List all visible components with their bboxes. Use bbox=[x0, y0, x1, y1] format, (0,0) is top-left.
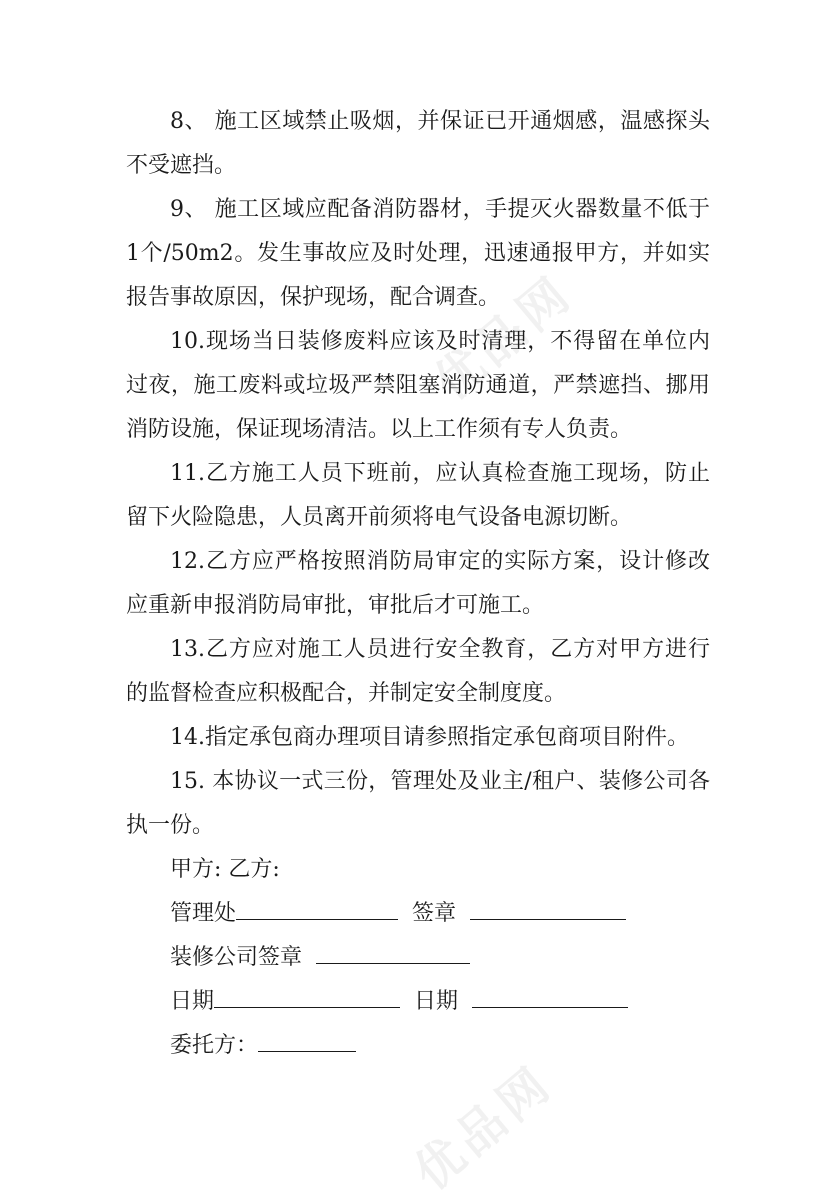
clause-8: 8、 施工区域禁止吸烟，并保证已开通烟感，温感探头不受遮挡。 bbox=[126, 109, 710, 178]
watermark: 优品网 bbox=[423, 264, 584, 412]
principal-blank[interactable] bbox=[258, 1027, 356, 1052]
parties-line bbox=[126, 848, 710, 892]
parties-label: 甲方: 乙方: bbox=[170, 857, 280, 882]
document-body bbox=[126, 100, 710, 1068]
clause-13: 13.乙方应对施工人员进行安全教育，乙方对甲方进行的监督检查应积极配合，并制定安全制度度。 bbox=[126, 637, 710, 706]
company-line bbox=[126, 936, 710, 980]
principal-line bbox=[126, 1024, 710, 1068]
principal-label: 委托方： bbox=[170, 1033, 259, 1058]
clause-14: 14.指定承包商办理项目请参照指定承包商项目附件。 bbox=[170, 725, 689, 750]
management-line bbox=[126, 892, 710, 936]
clause-15: 15. 本协议一式三份，管理处及业主/租户、装修公司各执一份。 bbox=[126, 769, 710, 838]
date-label-2: 日期 bbox=[414, 989, 459, 1014]
clause-11: 11.乙方施工人员下班前，应认真检查施工现场，防止留下火险隐患，人员离开前须将电气设备电源切断。 bbox=[126, 461, 710, 530]
company-seal-label: 装修公司签章 bbox=[170, 945, 303, 970]
date-label-1: 日期 bbox=[170, 989, 215, 1014]
signature-block bbox=[126, 848, 710, 1068]
company-seal-blank[interactable] bbox=[316, 939, 470, 964]
date-line bbox=[126, 980, 710, 1024]
management-seal-blank[interactable] bbox=[470, 895, 626, 920]
date-blank-2[interactable] bbox=[472, 983, 628, 1008]
management-signature-blank[interactable] bbox=[236, 895, 398, 920]
management-seal-label: 签章 bbox=[412, 901, 457, 926]
management-label: 管理处 bbox=[170, 901, 237, 926]
date-blank-1[interactable] bbox=[214, 983, 400, 1008]
watermark: 优品网 bbox=[403, 1054, 564, 1202]
clause-10: 10.现场当日装修废料应该及时清理，不得留在单位内过夜，施工废料或垃圾严禁阻塞消防通道，严禁遮挡、挪用消防设施，保证现场清洁。以上工作须有专人负责。 bbox=[126, 329, 710, 442]
clause-12: 12.乙方应严格按照消防局审定的实际方案，设计修改应重新申报消防局审批，审批后才可施工。 bbox=[126, 549, 710, 618]
clause-9: 9、 施工区域应配备消防器材，手提灭火器数量不低于1个/50m2。发生事故应及时处理，迅速通报甲方，并如实报告事故原因，保护现场，配合调查。 bbox=[126, 197, 710, 310]
